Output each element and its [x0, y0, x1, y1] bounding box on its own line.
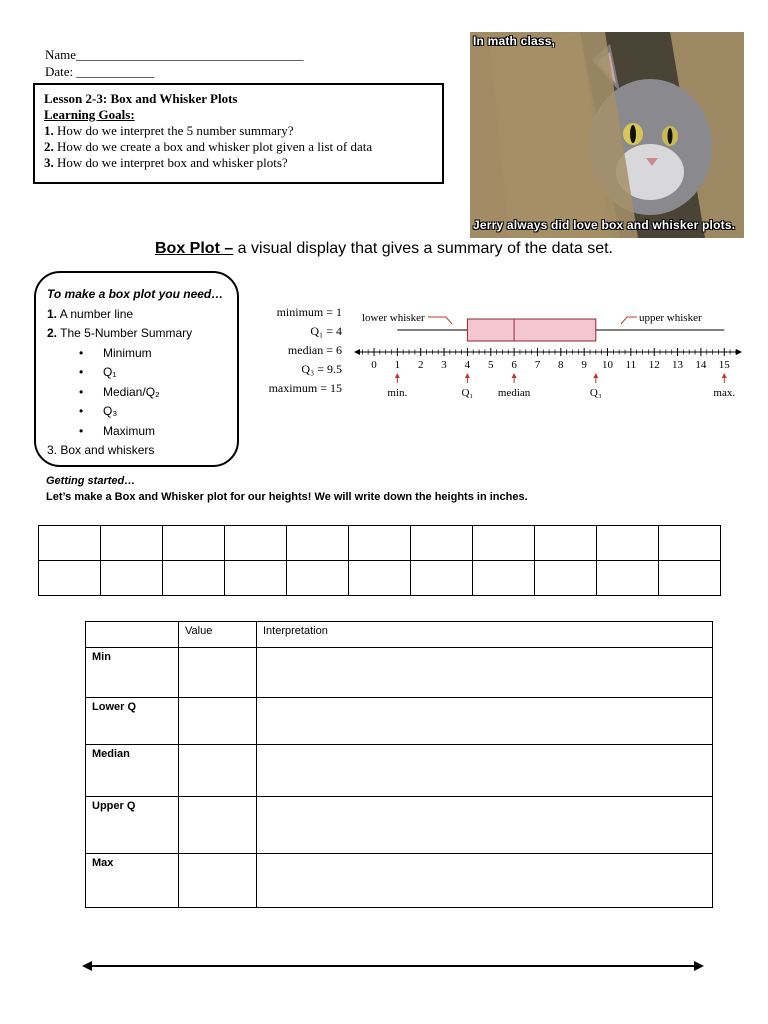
definition-term: Box Plot – — [155, 240, 234, 257]
tick-label: 6 — [511, 359, 517, 371]
row-label-max: Max — [86, 854, 179, 908]
left-arrow-icon — [82, 961, 92, 971]
requirements-heading: To make a box plot you need… — [47, 287, 224, 301]
tick-label: 9 — [581, 359, 587, 371]
interpretation-cell[interactable] — [257, 854, 713, 908]
bullet-icon: • — [79, 423, 84, 438]
height-entry-cell[interactable] — [225, 561, 287, 596]
tick-label: 8 — [558, 359, 564, 371]
marker-arrowhead-icon — [512, 373, 517, 378]
tick-label: 10 — [602, 359, 613, 371]
summary-item: • Maximum — [47, 422, 229, 442]
height-entry-cell[interactable] — [535, 526, 597, 561]
row-label-lower-q: Lower Q — [86, 698, 179, 745]
bullet-icon: • — [79, 404, 84, 418]
table-row — [86, 698, 713, 745]
height-entry-cell[interactable] — [39, 526, 101, 561]
row-label-median: Median — [86, 745, 179, 797]
table-header-cell — [86, 622, 179, 648]
tick-label: 12 — [648, 359, 660, 371]
cat-meme-image — [470, 32, 744, 238]
height-entry-cell[interactable] — [535, 561, 597, 596]
learning-goals-heading: Learning Goals: — [44, 107, 135, 122]
height-entry-cell[interactable] — [597, 526, 659, 561]
lesson-box — [33, 83, 444, 184]
getting-started-text: Let’s make a Box and Whisker plot for our heights! We will write down the heights in inches. — [46, 491, 528, 503]
table-header-row — [86, 622, 713, 648]
axis-left-arrow-icon — [354, 349, 360, 355]
tick-label: 14 — [695, 359, 707, 371]
table-row — [39, 561, 721, 596]
requirement-item: 1. A number line — [47, 306, 134, 321]
height-entry-cell[interactable] — [225, 526, 287, 561]
lesson-title: Lesson 2-3: Box and Whisker Plots — [44, 91, 238, 106]
box-plot-definition — [0, 240, 768, 258]
summary-item: • Minimum — [47, 344, 229, 364]
lower-whisker-pointer — [428, 317, 452, 324]
getting-started-section — [46, 473, 528, 505]
marker-arrowhead-icon — [395, 373, 400, 378]
minimum-value: minimum = 1 — [276, 305, 342, 319]
value-cell[interactable] — [179, 745, 257, 797]
bullet-icon: • — [79, 345, 84, 360]
definition-text: a visual display that gives a summary of the data set. — [233, 240, 613, 257]
value-cell[interactable] — [179, 854, 257, 908]
upper-whisker-label: upper whisker — [639, 312, 702, 324]
meme-bottom-caption: Jerry always did love box and whisker plots. — [473, 218, 736, 232]
upper-whisker-pointer — [621, 317, 637, 324]
value-cell[interactable] — [179, 698, 257, 745]
tick-label: 2 — [417, 359, 424, 371]
tick-label: 1 — [394, 359, 401, 371]
table-row — [39, 526, 721, 561]
tick-label: 11 — [625, 359, 637, 371]
marker-label: median — [497, 387, 531, 399]
marker-arrowhead-icon — [593, 373, 598, 378]
tick-label: 4 — [464, 359, 471, 371]
requirement-item: 3. Box and whiskers — [47, 443, 155, 457]
bullet-icon: • — [79, 365, 84, 379]
meme-top-caption: In math class, — [473, 34, 556, 48]
date-field[interactable]: Date: ____________ — [45, 64, 155, 79]
height-entry-cell[interactable] — [163, 526, 225, 561]
interpretation-cell[interactable] — [257, 797, 713, 854]
height-entry-cell[interactable] — [101, 561, 163, 596]
getting-started-heading: Getting started… — [46, 475, 136, 487]
summary-item: • Median/Q₂ — [47, 383, 229, 403]
height-entry-cell[interactable] — [349, 526, 411, 561]
table-header-cell: Interpretation — [257, 622, 713, 648]
marker-arrowhead-icon — [465, 373, 470, 378]
q3-value: Q₃ = 9.5 — [301, 362, 342, 376]
goal-item: 1. How do we interpret the 5 number summary? — [44, 123, 294, 138]
height-entry-cell[interactable] — [101, 526, 163, 561]
tick-label: 5 — [488, 359, 494, 371]
height-entry-cell[interactable] — [473, 561, 535, 596]
height-entry-cell[interactable] — [659, 526, 721, 561]
table-row — [86, 648, 713, 698]
goal-item: 2. How do we create a box and whisker plot given a list of data — [44, 139, 373, 154]
box-plot-example — [350, 300, 750, 405]
name-field[interactable]: Name___________________________________ — [45, 47, 304, 62]
cat-in-box-illustration — [470, 32, 744, 238]
height-entry-cell[interactable] — [411, 561, 473, 596]
table-row — [86, 854, 713, 908]
axis-right-arrow-icon — [736, 349, 742, 355]
height-entry-cell[interactable] — [349, 561, 411, 596]
marker-label: Q₁ — [461, 387, 474, 399]
row-label-min: Min — [86, 648, 179, 698]
marker-arrowhead-icon — [722, 373, 727, 378]
tick-label: 13 — [672, 359, 684, 371]
marker-label: max. — [713, 387, 736, 399]
goal-item: 3. How do we interpret box and whisker plots? — [44, 155, 288, 170]
heights-table — [38, 525, 721, 596]
q1-value: Q₁ = 4 — [310, 324, 342, 338]
marker-label: Q₃ — [589, 387, 602, 399]
bullet-icon: • — [79, 384, 84, 399]
value-cell[interactable] — [179, 648, 257, 698]
height-entry-cell[interactable] — [659, 561, 721, 596]
table-header-cell: Value — [179, 622, 257, 648]
tick-label: 15 — [718, 359, 730, 371]
height-entry-cell[interactable] — [597, 561, 659, 596]
height-entry-cell[interactable] — [163, 561, 225, 596]
height-entry-cell[interactable] — [473, 526, 535, 561]
table-row — [86, 745, 713, 797]
median-value: median = 6 — [287, 343, 342, 357]
interpretation-cell[interactable] — [257, 698, 713, 745]
height-entry-cell[interactable] — [411, 526, 473, 561]
box-q1-q3 — [467, 319, 595, 341]
height-entry-cell[interactable] — [39, 561, 101, 596]
interpretation-cell[interactable] — [257, 745, 713, 797]
requirement-item: 2. The 5-Number Summary — [47, 326, 193, 340]
blank-number-line — [82, 958, 704, 974]
summary-item: • Q₃ — [47, 402, 229, 422]
marker-label: min. — [387, 387, 408, 399]
lower-whisker-label: lower whisker — [362, 312, 425, 324]
interpretation-cell[interactable] — [257, 648, 713, 698]
tick-label: 3 — [441, 359, 447, 371]
five-number-summary-table — [85, 621, 713, 908]
row-label-upper-q: Upper Q — [86, 797, 179, 854]
table-row — [86, 797, 713, 854]
five-number-values — [250, 303, 342, 398]
summary-item: • Q₁ — [47, 363, 229, 383]
tick-label: 7 — [534, 359, 541, 371]
value-cell[interactable] — [179, 797, 257, 854]
height-entry-cell[interactable] — [287, 526, 349, 561]
maximum-value: maximum = 15 — [268, 381, 342, 395]
height-entry-cell[interactable] — [287, 561, 349, 596]
tick-label: 0 — [371, 359, 377, 371]
requirements-box — [34, 271, 239, 467]
right-arrow-icon — [694, 961, 704, 971]
